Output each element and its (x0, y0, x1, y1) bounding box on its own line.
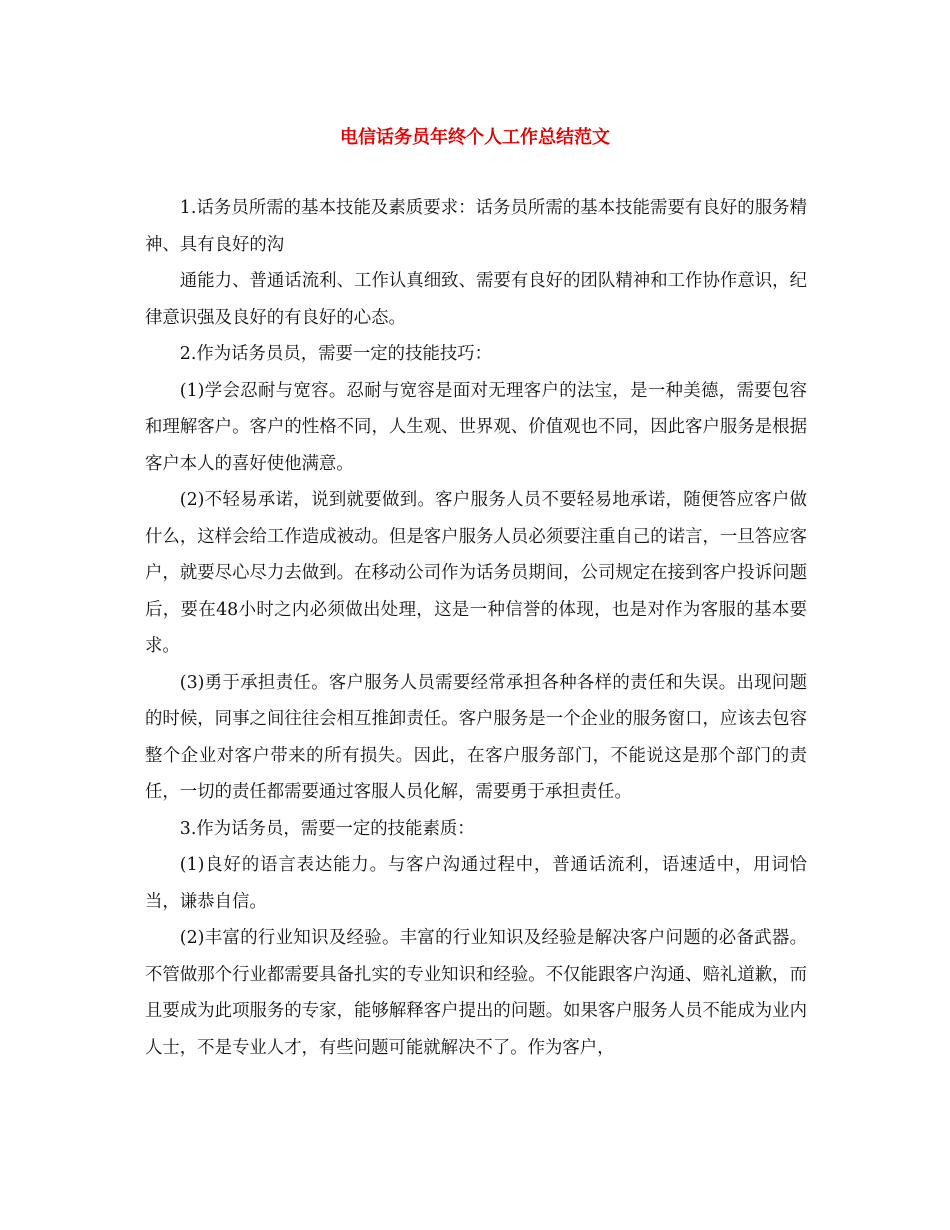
paragraph: 通能力、普通话流利、工作认真细致、需要有良好的团队精神和工作协作意识，纪律意识强及良好的有良好的心态。 (145, 271, 807, 328)
paragraph: (1)良好的语言表达能力。与客户沟通过程中，普通话流利，语速适中，用词恰当，谦恭自信。 (145, 855, 807, 912)
paragraph: 2.作为话务员员，需要一定的技能技巧： (179, 344, 493, 364)
document-body (145, 190, 807, 1066)
paragraph: 3.作为话务员，需要一定的技能素质： (179, 818, 475, 839)
paragraph: (3)勇于承担责任。客户服务人员需要经常承担各种各样的责任和失误。出现问题的时候，同事之间往往会相互推卸责任。客户服务是一个企业的服务窗口，应该去包容整个企业对客户带来的所有损失。因此，在客户服务部门，不能说这是那个部门的责任，一切的责任都需要通过客服人员化解，需要勇于承担责任。 (145, 672, 807, 802)
document-title: 电信话务员年终个人工作总结范文 (340, 127, 610, 148)
paragraph: (1)学会忍耐与宽容。忍耐与宽容是面对无理客户的法宝，是一种美德，需要包容和理解客户。客户的性格不同，人生观、世界观、价值观也不同，因此客户服务是根据客户本人的喜好使他满意。 (145, 380, 807, 474)
paragraph: 1.话务员所需的基本技能及素质要求：话务员所需的基本技能需要有良好的服务精神、具有良好的沟 (145, 198, 807, 255)
paragraph: (2)不轻易承诺，说到就要做到。客户服务人员不要轻易地承诺，随便答应客户做什么，这样会给工作造成被动。但是客户服务人员必须要注重自己的诺言，一旦答应客户，就要尽心尽力去做到。在移动公司作为话务员期间，公司规定在接到客户投诉问题后，要在48小时之内必须做出处理，这是一种信誉的体现，也是对作为客服的基本要求。 (145, 490, 807, 656)
paragraph: (2)丰富的行业知识及经验。丰富的行业知识及经验是解决客户问题的必备武器。不管做那个行业都需要具备扎实的专业知识和经验。不仅能跟客户沟通、赔礼道歉，而且要成为此项服务的专家，能够解释客户提出的问题。如果客户服务人员不能成为业内人士，不是专业人才，有些问题可能就解决不了。作为客户， (145, 928, 807, 1058)
